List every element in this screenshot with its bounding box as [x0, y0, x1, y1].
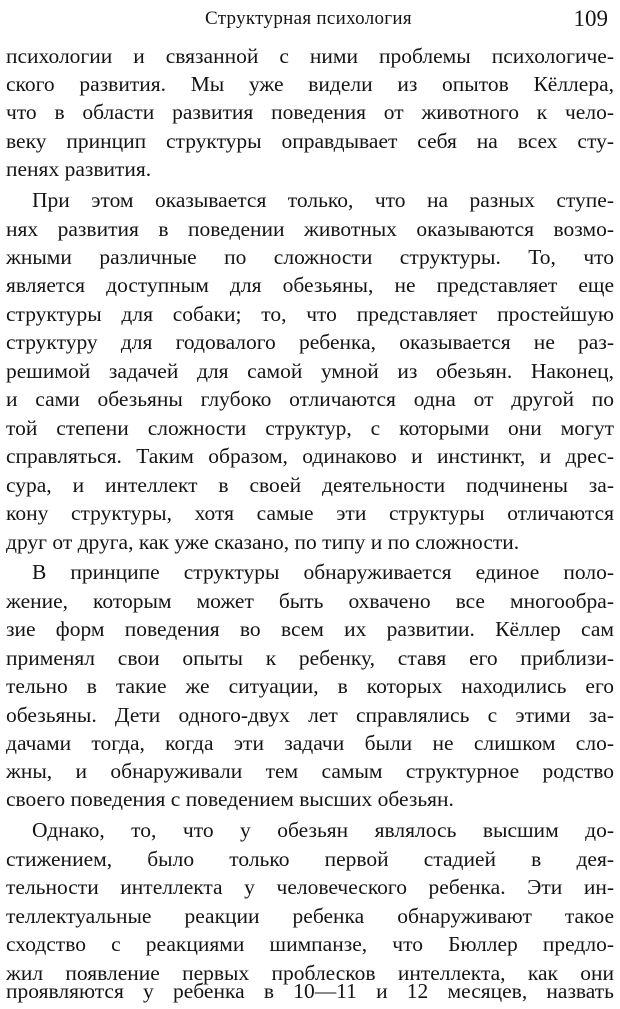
- page-header: [0, 6, 620, 36]
- text-line: обезьяны. Дети одного-двух лет справлялись с этими за-: [6, 703, 614, 727]
- text-line: тельно в такие же ситуации, в которых находились его: [6, 674, 614, 698]
- text-line: сходство с реакциями шимпанзе, что Бюллер предло-: [6, 932, 614, 956]
- text-line: кону структуры, хотя самые эти структуры отличаются: [6, 501, 614, 525]
- page-number: 109: [573, 6, 608, 31]
- text-line: теллектуальные реакции ребенка обнаруживают такое: [6, 904, 614, 928]
- text-line: той степени сложности структур, с которыми они могут: [6, 416, 614, 440]
- text-line: тельности интеллекта у человеческого ребенка. Эти ин-: [6, 875, 614, 899]
- text-line: своего поведения с поведением высших обезьян.: [6, 787, 454, 811]
- text-line: сура, и интеллект в своей деятельности подчинены за-: [6, 473, 614, 497]
- text-line: проявляются у ребенка в 10—11 и 12 месяцев, назвать: [6, 979, 614, 1003]
- text-line: решимой задачей для самой умной из обезьян. Наконец,: [6, 359, 614, 383]
- text-line: жны, и обнаруживали тем самым структурное родство: [6, 759, 614, 783]
- text-line: веку принцип структуры оправдывает себя на всех сту-: [6, 129, 614, 153]
- text-line: При этом оказывается только, что на разных ступе-: [32, 188, 614, 212]
- text-line: и сами обезьяны глубоко отличаются одна от другой по: [6, 387, 614, 411]
- text-line: что в области развития поведения от животного к чело-: [6, 100, 614, 124]
- text-line: стижением, было только первой стадией в дея-: [6, 847, 614, 871]
- text-line: нях развития в поведении животных оказываются возмо-: [6, 217, 614, 241]
- text-line: жение, которым может быть охвачено все многообра-: [6, 589, 614, 613]
- text-line: пенях развития.: [6, 157, 152, 181]
- text-line: жил появление первых проблесков интеллекта, как они: [6, 961, 614, 985]
- text-line: применял свои опыты к ребенку, ставя его приблизи-: [6, 646, 614, 670]
- text-line: Однако, то, что у обезьян являлось высшим до-: [32, 818, 614, 842]
- text-line: В принципе структуры обнаруживается единое поло-: [32, 560, 614, 584]
- text-line: психологии и связанной с ними проблемы психологиче-: [6, 44, 614, 68]
- text-line: справляться. Таким образом, одинаково и инстинкт, и дрес-: [6, 444, 614, 468]
- text-line: является доступным для обезьяны, не представляет еще: [6, 273, 614, 297]
- text-line: структуру для годовалого ребенка, оказывается не раз-: [6, 330, 614, 354]
- text-line: дачами тогда, когда эти задачи были не слишком сло-: [6, 731, 614, 755]
- text-line: структуры для собаки; то, что представляет простейшую: [6, 302, 614, 326]
- text-line: зие форм поведения во всем их развитии. Кёллер сам: [6, 617, 614, 641]
- text-line: жными различные по сложности структуры. То, что: [6, 245, 614, 269]
- text-line: друг от друга, как уже сказано, по типу и по сложности.: [6, 530, 520, 554]
- text-line: ского развития. Мы уже видели из опытов Кёллера,: [6, 72, 614, 96]
- running-head: Структурная психология: [205, 8, 412, 29]
